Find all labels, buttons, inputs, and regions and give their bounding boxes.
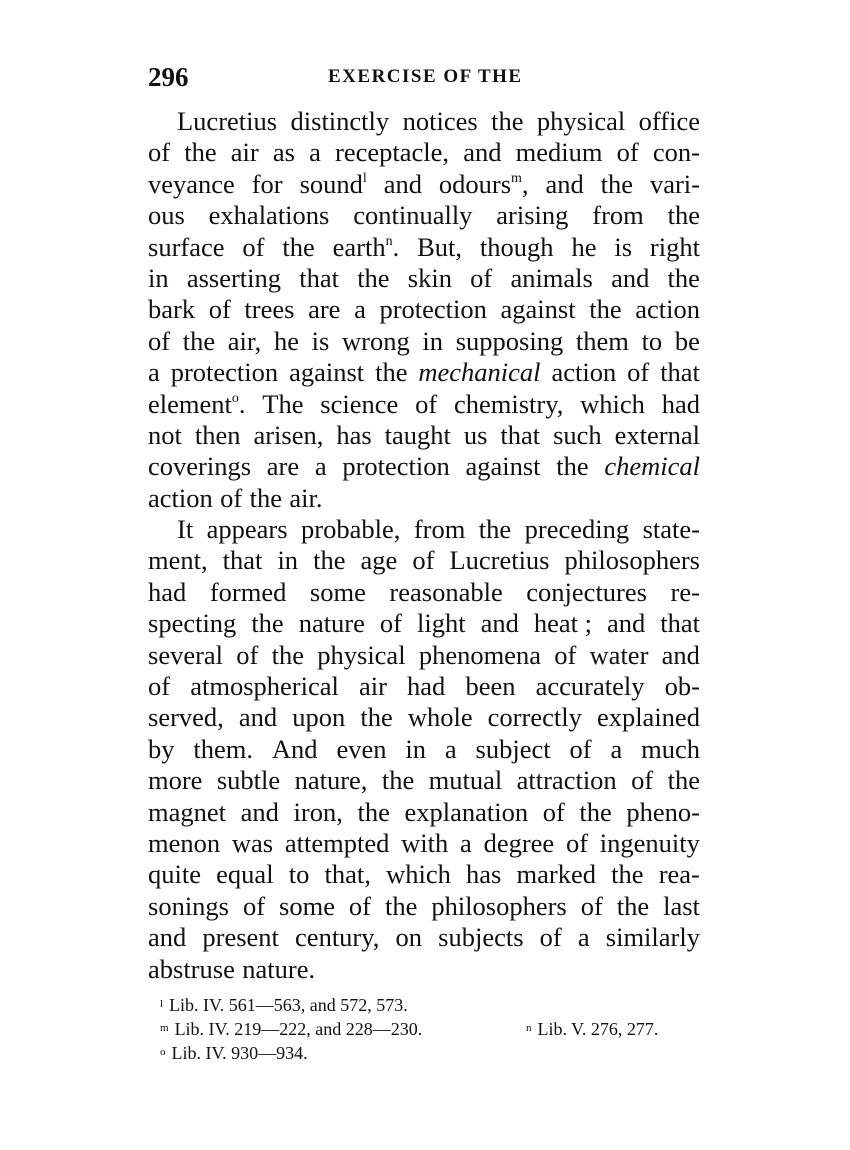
footnote (160, 1019, 422, 1039)
word: air, (227, 325, 262, 356)
word: light (416, 608, 466, 639)
word: and (463, 137, 502, 168)
page-number: 296 (148, 62, 189, 92)
word: subtle (216, 765, 281, 796)
word: in (277, 545, 299, 576)
word: action (635, 294, 700, 325)
word: as (272, 137, 295, 168)
word: It (177, 514, 194, 545)
word: against (289, 357, 365, 388)
word: them (575, 325, 629, 356)
word: the (667, 765, 700, 796)
word: that (299, 262, 339, 293)
footnote-row (160, 1016, 720, 1040)
word: has (466, 859, 502, 890)
word: pheno- (626, 796, 700, 827)
word: nature. (242, 953, 316, 984)
word: served, (148, 702, 224, 733)
word: preceding (524, 514, 630, 545)
word: of (539, 922, 562, 953)
word: And (271, 733, 318, 764)
word: magnet (148, 796, 226, 827)
word: formed (209, 576, 287, 607)
word: in (405, 733, 426, 764)
word: that (660, 357, 700, 388)
word: the (313, 545, 346, 576)
word: in (148, 262, 169, 293)
text-line (148, 357, 700, 388)
text-line (148, 859, 700, 890)
word: subject (475, 733, 551, 764)
word: explained (596, 702, 700, 733)
word: the (381, 765, 415, 796)
word: the (249, 482, 283, 513)
word: quite (148, 859, 201, 890)
word: chemical (604, 451, 700, 482)
word: atmospherical (190, 671, 339, 702)
text-line (148, 232, 700, 263)
word: similarly (605, 922, 700, 953)
word: the (478, 514, 512, 545)
word: some (309, 576, 366, 607)
word: the (600, 168, 634, 199)
word: attraction (516, 765, 617, 796)
word: philosophers (564, 545, 700, 576)
word: are (266, 451, 300, 482)
word: and (545, 168, 584, 199)
word: re- (670, 576, 700, 607)
word: some (279, 890, 335, 921)
word: correctly (487, 702, 582, 733)
word: and (383, 168, 422, 199)
word: nature (298, 608, 365, 639)
word: of (554, 639, 577, 670)
footnote-mark: o (160, 1046, 166, 1058)
text-line (148, 483, 700, 514)
text-line (148, 922, 700, 953)
word: skin (407, 262, 452, 293)
word: the (667, 200, 700, 231)
word: been (465, 671, 516, 702)
text-line (148, 294, 700, 325)
word: conjectures (526, 576, 647, 607)
word: are (308, 294, 341, 325)
word: exhalations (208, 200, 330, 231)
word: of (616, 137, 639, 168)
word: reasonable (389, 576, 503, 607)
text-line (148, 137, 700, 168)
word: he (571, 231, 597, 262)
word: attempted (284, 827, 390, 858)
word: degree (483, 827, 555, 858)
text-line (148, 891, 700, 922)
word: office (638, 106, 700, 136)
word: last (663, 890, 700, 921)
word: the (271, 639, 304, 670)
word: against (465, 451, 541, 482)
word: water (589, 639, 649, 670)
word: earth$^n$. (332, 231, 400, 262)
word: veyance (148, 168, 235, 199)
word: and (240, 796, 279, 827)
word: protection (379, 294, 487, 325)
word: though (479, 231, 554, 262)
footnote-row (160, 992, 720, 1016)
footnote (526, 1016, 658, 1041)
word: of (236, 639, 259, 670)
word: vari- (649, 168, 700, 199)
word: equal (216, 859, 274, 890)
word: he (273, 325, 299, 356)
word: taught (384, 419, 451, 450)
footnotes (160, 992, 720, 1064)
text-line (148, 608, 700, 639)
footnote-mark: n (526, 1022, 532, 1034)
word: the (611, 859, 644, 890)
word: supposing (455, 325, 564, 356)
word: notices (402, 106, 478, 136)
paragraph (148, 106, 700, 514)
word: protection (170, 357, 279, 388)
word: the (282, 231, 315, 262)
word: has (336, 419, 372, 450)
word: arisen, (253, 419, 324, 450)
word: of (348, 890, 371, 921)
word: had (661, 388, 700, 419)
word: ingenuity (599, 827, 700, 858)
text-line (148, 169, 700, 200)
word: the (384, 890, 418, 921)
word: of (580, 890, 603, 921)
text-line (148, 200, 700, 231)
word: and (480, 608, 519, 639)
footnote-text: Lib. IV. 561—563, and 572, 573. (169, 995, 408, 1015)
text-line (148, 451, 700, 482)
word: even (336, 733, 387, 764)
word: sound$^l$ (299, 168, 367, 199)
word: century, (295, 922, 380, 953)
word: of (565, 827, 589, 858)
word: But, (417, 231, 463, 262)
word: a (309, 137, 321, 168)
word: probable, (301, 514, 401, 545)
text-line (148, 326, 700, 357)
word: not (148, 419, 182, 450)
word: sonings (148, 890, 229, 921)
word: Lucretius (177, 106, 278, 136)
word: a (148, 357, 160, 388)
word: that, (324, 859, 371, 890)
word: of (470, 262, 493, 293)
word: physical (317, 639, 406, 670)
word: on (395, 922, 423, 953)
word: of (148, 137, 171, 168)
word: the (375, 357, 408, 388)
page-header (148, 62, 700, 94)
word: of (148, 325, 171, 356)
word: and (238, 702, 278, 733)
word: phenomena (418, 639, 541, 670)
word: accurately (535, 671, 645, 702)
word: odours$^m$, (438, 168, 529, 199)
word: trees (244, 294, 295, 325)
word: a (577, 922, 590, 953)
word: whole (407, 702, 473, 733)
text-line (148, 389, 700, 420)
text-line (148, 263, 700, 294)
word: external (614, 419, 700, 450)
text-line (148, 420, 700, 451)
word: such (553, 419, 602, 450)
word: was (231, 827, 274, 858)
word: a (444, 733, 457, 764)
word: element$^o$. (148, 388, 246, 419)
text-line (148, 514, 700, 545)
word: action (551, 357, 617, 388)
word: and (611, 262, 650, 293)
word: present (202, 922, 279, 953)
word: of (631, 765, 654, 796)
word: had (407, 671, 446, 702)
word: of (242, 231, 265, 262)
word: surface (148, 231, 225, 262)
word: the (184, 137, 217, 168)
word: animals (510, 262, 593, 293)
word: for (251, 168, 283, 199)
text-line (148, 106, 700, 137)
word: the (491, 106, 524, 136)
word: science (320, 388, 399, 419)
word: several (148, 639, 224, 670)
word: air (358, 671, 387, 702)
footnote-text: Lib. IV. 930—934. (171, 1043, 308, 1063)
word: to (641, 325, 663, 356)
word: of (220, 482, 243, 513)
word: then (194, 419, 241, 450)
word: us (463, 419, 488, 450)
text-line (148, 828, 700, 859)
text-line (148, 545, 700, 576)
footnote-row (160, 1040, 720, 1064)
word: distinctly (290, 106, 390, 136)
word: and (148, 922, 187, 953)
footnote-reference: l (362, 170, 367, 186)
footnote-reference: m (511, 170, 522, 186)
word: ob- (664, 671, 700, 702)
word: ous (148, 200, 185, 231)
word: air (230, 137, 259, 168)
word: a (460, 827, 472, 858)
text-line (148, 765, 700, 796)
footnote-mark: l (160, 998, 164, 1010)
word: mechanical (418, 357, 541, 388)
word: the (357, 262, 390, 293)
word: philosophers (431, 890, 567, 921)
word: of (148, 671, 171, 702)
text-line (148, 702, 700, 733)
word: receptacle, (335, 137, 450, 168)
word: which (580, 388, 645, 419)
footnote (160, 1043, 308, 1063)
word: state- (642, 514, 700, 545)
text-line (148, 671, 700, 702)
word: Lucretius (449, 545, 550, 576)
word: from (592, 200, 644, 231)
word: age (360, 545, 398, 576)
word: bark (148, 294, 196, 325)
word: subjects (438, 922, 524, 953)
word: a (610, 733, 623, 764)
word: of (627, 357, 650, 388)
text-line (148, 734, 700, 765)
word: of (379, 608, 402, 639)
word: marked (516, 859, 596, 890)
word: of (542, 796, 565, 827)
footnote-text: Lib. V. 276, 277. (537, 1019, 659, 1039)
word: from (413, 514, 466, 545)
word: of (242, 890, 266, 921)
word: con- (652, 137, 700, 168)
word: right (649, 231, 700, 262)
word: be (674, 325, 700, 356)
footnote (160, 995, 408, 1015)
word: the (667, 262, 700, 293)
word: medium (515, 137, 603, 168)
footnote-reference: n (385, 233, 393, 249)
word: air. (289, 482, 323, 513)
word: abstruse (148, 953, 235, 984)
word: chemistry, (453, 388, 564, 419)
word: wrong (342, 325, 410, 356)
word: with (401, 827, 449, 858)
word: which (386, 859, 451, 890)
word: of (208, 294, 231, 325)
text-line (148, 954, 700, 985)
word: the (589, 294, 622, 325)
word: rea- (658, 859, 700, 890)
word: coverings (148, 451, 252, 482)
word: them. (193, 733, 254, 764)
word: the (616, 890, 650, 921)
word: more (148, 765, 203, 796)
word: upon (292, 702, 346, 733)
word: and (606, 608, 646, 639)
word: the (360, 702, 393, 733)
word: and (661, 639, 700, 670)
word: continually (353, 200, 473, 231)
word: The (262, 388, 304, 419)
paragraph (148, 514, 700, 985)
word: that (222, 545, 263, 576)
word: mutual (428, 765, 503, 796)
word: the (579, 796, 612, 827)
word: the (357, 796, 390, 827)
word: action (148, 482, 213, 513)
word: explanation (404, 796, 529, 827)
body-text (148, 106, 700, 985)
word: protection (342, 451, 450, 482)
word: the (556, 451, 589, 482)
word: is (614, 231, 633, 262)
word: by (148, 733, 175, 764)
word: the (182, 325, 216, 356)
word: appears (206, 514, 288, 545)
footnote-reference: o (231, 390, 239, 406)
word: ment, (148, 545, 208, 576)
word: physical (536, 106, 626, 136)
word: a (354, 294, 366, 325)
word: iron, (293, 796, 343, 827)
word: nature, (294, 765, 368, 796)
word: is (311, 325, 330, 356)
word: the (251, 608, 284, 639)
word: to (288, 859, 310, 890)
word: against (500, 294, 576, 325)
word: in (422, 325, 444, 356)
footnote-mark: m (160, 1022, 169, 1034)
word: of (412, 545, 435, 576)
word: a (314, 451, 327, 482)
word: arising (496, 200, 569, 231)
word: that (500, 419, 541, 450)
word: had (148, 576, 187, 607)
word: of (415, 388, 438, 419)
word: heat ; (533, 608, 592, 639)
word: that (660, 608, 700, 639)
text-line (148, 797, 700, 828)
text-line (148, 640, 700, 671)
text-line (148, 577, 700, 608)
running-head: EXERCISE OF THE (328, 66, 523, 87)
word: much (641, 733, 700, 764)
word: of (569, 733, 592, 764)
word: menon (148, 827, 221, 858)
word: specting (148, 608, 237, 639)
word: asserting (186, 262, 282, 293)
footnote-text: Lib. IV. 219—222, and 228—230. (174, 1019, 423, 1039)
